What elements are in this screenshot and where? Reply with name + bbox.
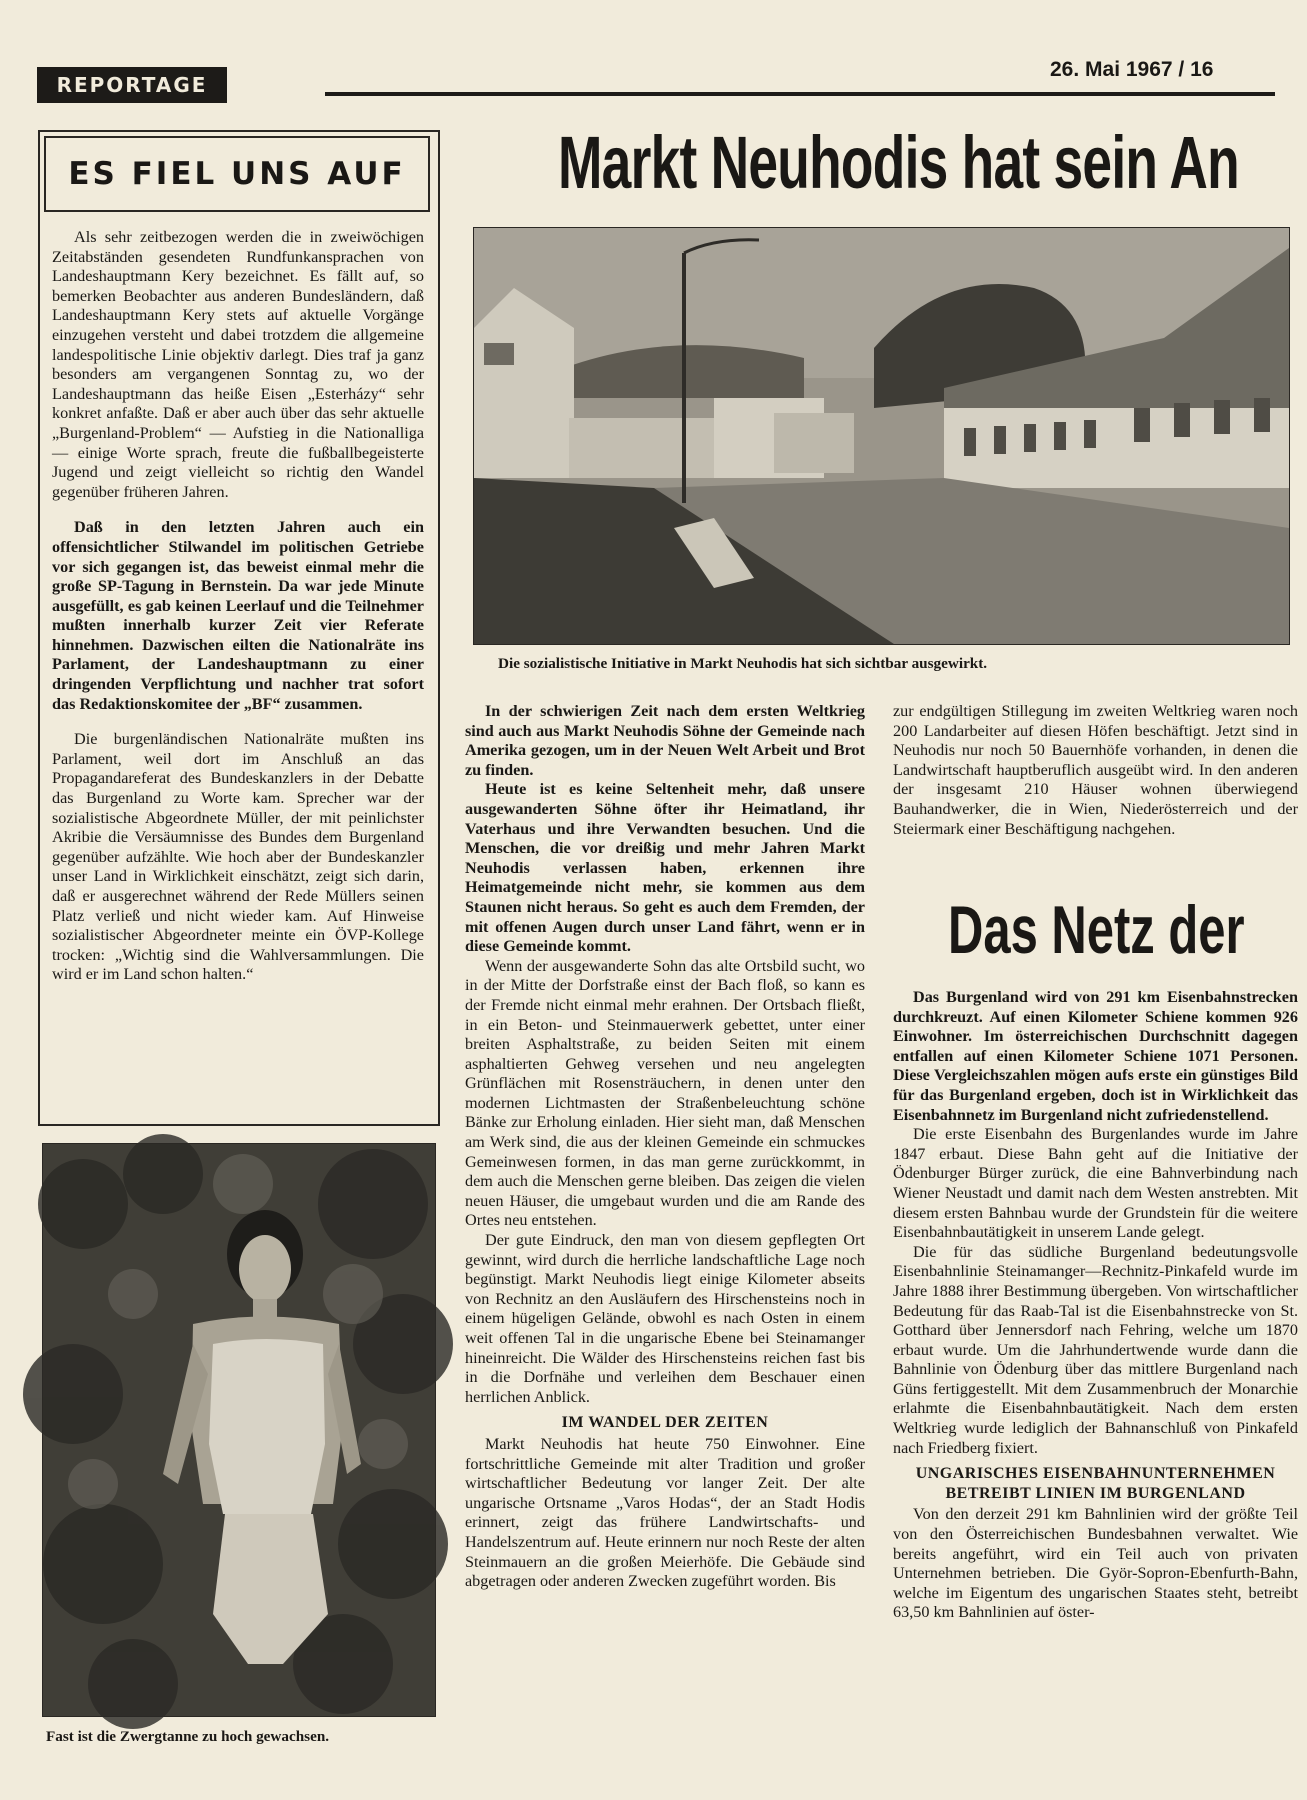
article-column-1 bbox=[465, 702, 865, 1592]
sidebar-title: ES FIEL UNS AUF bbox=[44, 136, 430, 212]
top-rule-divider bbox=[325, 92, 1275, 96]
article-subheading: IM WANDEL DER ZEITEN bbox=[561, 1414, 769, 1432]
article-paragraph: Markt Neuhodis hat heute 750 Einwohner. Eine fortschrittliche Gemeinde mit alter Tradition und großer wirtschaftlicher Bedeutung vor langer Zeit. Der alte ungarische Ortsname „Varos Hodas“, der an Stadt Hodis erinnert, zeigt das frühere Landwirtschafts- und Handelszentrum auf. Heute erinnern nur noch Reste der alten Steinmauern an die großen Meierhöfe. Die Gebäude sind abgetragen oder anderen Zwecken zugeführt worden. Bis bbox=[465, 1434, 865, 1591]
article-paragraph: Die erste Eisenbahn des Burgenlandes wurde im Jahre 1847 erbaut. Diese Bahn geht auf die Initiative der Ödenburger Bürger zurück, die eine Bahnverbindung nach Wiener Neustadt und damit nach dem Westen anstrebten. Mit diesem ersten Bahnbau wurde der Grundstein für die weitere Eisenbahnbautätigkeit in unserem Lande gelegt. bbox=[893, 1125, 1298, 1242]
article-2-headline: Das Netz der bbox=[948, 892, 1245, 968]
sidebar-paragraph: Als sehr zeitbezogen werden die in zweiwöchigen Zeitabständen gesendeten Rundfunkansprachen von Landeshauptmann Kery bezeichnet. Es fällt auf, so bemerken Beobachter aus anderen Bundesländern, daß Landeshauptmann Kery stets auf aktuelle Vorgänge einzugehen versteht und dabei trotzdem die allgemeine landespolitische Linie objektiv darlegt. Dies traf ja ganz besonders am vergangenen Sonntag zu, wo der Landeshauptmann das heiße Eisen „Esterházy“ sehr konkret anfaßte. Daß er aber auch über das sehr aktuelle „Burgenland-Problem“ — Aufstieg in die Nationalliga — einige Worte sprach, freute die fußballbegeisterte Jugend und zeigt vielleicht so richtig den Wandel gegenüber früheren Jahren. bbox=[52, 228, 424, 501]
street-photo bbox=[473, 227, 1290, 645]
article-paragraph: In der schwierigen Zeit nach dem ersten Weltkrieg sind auch aus Markt Neuhodis Söhne der Gemeinde nach Amerika gezogen, um in der Neuen Welt Arbeit und Brot zu finden. bbox=[465, 702, 865, 779]
article-2-column bbox=[893, 988, 1298, 1623]
article-headline: Markt Neuhodis hat sein An bbox=[558, 121, 1239, 204]
article-column-2-top bbox=[893, 702, 1298, 839]
portrait-photo bbox=[42, 1143, 436, 1717]
sidebar-text bbox=[52, 228, 424, 1001]
article-paragraph: Wenn der ausgewanderte Sohn das alte Ortsbild sucht, wo in der Mitte der Dorfstraße einst der Bach floß, so kann es der Fremde nicht einmal mehr erahnen. Der Ortsbach fließt, in ein Beton- und Steinmauerwerk gebettet, unter einer breiten Asphaltstraße, zu beiden Seiten mit einem asphaltierten Gehweg versehen und neu angelegten Grünflächen mit Rosensträuchern, in denen unter den modernen Lichtmasten der Straßenbeleuchtung schöne Bänke zur Erholung einladen. Hier sieht man, daß Menschen am Werk sind, die aus der kleinen Gemeinde ein schmuckes Gemeinwesen formen, in das man gerne zurückkommt, in dem auch die Menschen gerne bleiben. Das zeigen die vielen neuen Häuser, die umgebaut wurden und die am Rande des Ortes neu entstehen. bbox=[465, 956, 865, 1230]
section-tag: REPORTAGE bbox=[37, 67, 227, 103]
article-paragraph: Der gute Eindruck, den man von diesem gepflegten Ort gewinnt, wird durch die herrliche landschaftliche Lage noch begünstigt. Markt Neuhodis liegt einige Kilometer abseits von Rechnitz an den Ausläufern des Hirschensteins noch in einem hügeligen Gelände, obwohl es nach Osten in einem weit offenen Tal in die ungarische Ebene bei Steinamanger hineinreicht. Die Wälder des Hirschensteins reichen fast bis in die Dorfnähe und verleihen dem Beschauer einen herrlichen Anblick. bbox=[465, 1231, 865, 1406]
sidebar-paragraph: Daß in den letzten Jahren auch ein offensichtlicher Stilwandel im politischen Getriebe vor sich gegangen ist, das beweist einmal mehr die große SP-Tagung in Bernstein. Da war jede Minute ausgefüllt, es gab keinen Leerlauf und die Teilnehmer mußten innerhalb kurzer Zeit vier Referate hinnehmen. Dazwischen eilten die Nationalräte ins Parlament, der Landeshauptmann zu einer dringenden Verpflichtung und nachher trat sofort das Redaktionskomitee der „BF“ zusammen. bbox=[52, 518, 424, 713]
street-photo-caption: Die sozialistische Initiative in Markt Neuhodis hat sich sichtbar ausgewirkt. bbox=[498, 655, 988, 672]
article-paragraph: Heute ist es keine Seltenheit mehr, daß unsere ausgewanderten Söhne öfter ihr Heimatland, ihr Vaterhaus und ihre Verwandten besuchen. Und die Menschen, die vor dreißig und mehr Jahren Markt Neuhodis verlassen haben, erkennen ihre Heimatgemeinde nicht mehr, sie kommen aus dem Staunen nicht heraus. So geht es auch dem Fremden, der mit offenen Augen durch unser Land fährt, wenn er in diese Gemeinde kommt. bbox=[465, 780, 865, 956]
article-paragraph: Die für das südliche Burgenland bedeutungsvolle Eisenbahnlinie Steinamanger—Rechnitz-Pinkafeld wurde im Jahre 1888 ihrer Bestimmung übergeben. Von wirtschaftlicher Bedeutung für das Raab-Tal ist die Eisenbahnstrecke von St. Gotthard über Jennersdorf nach Fehring, welche um 1870 erbaut wurde. Um die Jahrhundertwende wurde dann die Bahnlinie von Ödenburg über das mittlere Burgenland nach Güns fertiggestellt. Mit dem Zusammenbruch der Monarchie erlahmte die Eisenbahnbautätigkeit. Nach dem ersten Weltkrieg wurde lediglich der Bahnanschluß von Pinkafeld nach Friedberg fixiert. bbox=[893, 1242, 1298, 1457]
date-page-line: 26. Mai 1967 / 16 bbox=[1050, 58, 1214, 81]
sidebar-paragraph: Die burgenländischen Nationalräte mußten ins Parlament, weil dort im Anschluß an das Propagandareferat des Bundeskanzlers in der Debatte das Burgenland zu Worte kam. Sprecher war der sozialistische Abgeordnete Müller, der mit peinlichster Akribie die Versäumnisse des Bundes dem Burgenland gegenüber aufzählte. Wie hoch aber der Bundeskanzler unser Land in Wirklichkeit einschätzt, zeigt sich darin, daß er ausgerechnet während der Rede Müllers seinen Platz verließ und nicht wieder kam. Auf Hinweise sozialistischer Abgeordneter meinte ein ÖVP-Kollege trocken: „Wichtig sind die Wahlversammlungen. Die wird er im Land schon halten.“ bbox=[52, 730, 424, 984]
portrait-photo-illustration bbox=[43, 1144, 435, 1716]
article-paragraph: zur endgültigen Stillegung im zweiten Weltkrieg waren noch 200 Landarbeiter auf diesen Höfen beschäftigt. Jetzt sind in Neuhodis nur noch 50 Bauernhöfe vorhanden, in denen die Landwirtschaft hauptberuflich ausgeübt wird. In den anderen der insgesamt 210 Häuser wohnen überwiegend Bauhandwerker, die in Wien, Niederösterreich und der Steiermark einer Beschäftigung nachgehen. bbox=[893, 702, 1298, 838]
portrait-photo-caption: Fast ist die Zwergtanne zu hoch gewachsen. bbox=[46, 1728, 330, 1745]
article-2-lead: Das Burgenland wird von 291 km Eisenbahnstrecken durchkreuzt. Auf einen Kilometer Schiene kommen 926 Einwohner. Im österreichischen Durchschnitt dagegen entfallen auf einen Kilometer Schiene 1071 Personen. Diese Vergleichszahlen mögen aufs erste ein günstiges Bild für das Burgenland ergeben, doch ist in Wirklichkeit das Eisenbahnnetz im Burgenland nicht zufriedenstellend. bbox=[893, 988, 1298, 1124]
article-paragraph: Von den derzeit 291 km Bahnlinien wird der größte Teil von den Österreichischen Bundesbahnen verwaltet. Wie bereits angeführt, wird ein Teil auch von privaten Unternehmen betrieben. Die Györ-Sopron-Ebenfurth-Bahn, welche im Eigentum des ungarischen Staates steht, betreibt 63,50 km Bahnlinien auf öster- bbox=[893, 1505, 1298, 1622]
street-photo-illustration bbox=[474, 228, 1289, 644]
article-2-subheading: UNGARISCHES EISENBAHNUNTERNEHMEN BETREIBT LINIEN IM BURGENLAND bbox=[915, 1465, 1276, 1502]
